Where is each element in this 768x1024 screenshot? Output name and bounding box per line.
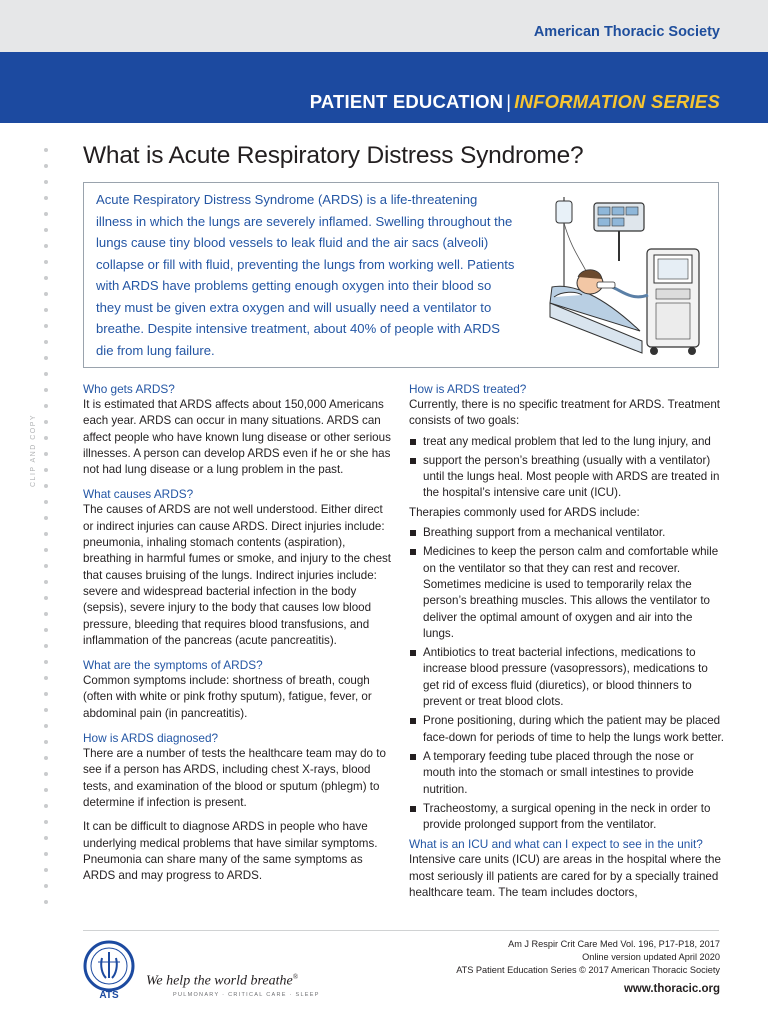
perforation-dot: [44, 516, 48, 520]
sub-tagline: PULMONARY · CRITICAL CARE · SLEEP: [173, 992, 320, 998]
perforation-dot: [44, 276, 48, 280]
footer-divider: [83, 930, 719, 931]
who-gets-heading: Who gets ARDS?: [83, 382, 175, 396]
therapies-intro: Therapies commonly used for ARDS include:: [409, 505, 640, 519]
left-column: [83, 381, 393, 884]
perforation-dot: [44, 772, 48, 776]
perforation-dot: [44, 548, 48, 552]
series-separator: |: [506, 91, 512, 112]
perforation-dot: [44, 660, 48, 664]
perforation-dot: [44, 564, 48, 568]
treatment-heading: How is ARDS treated?: [409, 382, 527, 396]
perforation-dot: [44, 388, 48, 392]
perforation-dot: [44, 308, 48, 312]
perforation-dot: [44, 228, 48, 232]
perforation-dot: [44, 212, 48, 216]
perforation-dot: [44, 740, 48, 744]
list-item: treat any medical problem that led to the lung injury, and: [409, 434, 725, 450]
symptoms-text: Common symptoms include: shortness of breath, cough (often with white or pink frothy sputum), fatigue, fever, or abdominal pain (in pancreatitis).: [83, 674, 372, 720]
perforation-dot: [44, 532, 48, 536]
perforation-dot: [44, 644, 48, 648]
list-item: support the person’s breathing (usually with a ventilator) until the lungs heal. Most people with ARDS are treated in the hospital’s intensive care unit (ICU).: [409, 453, 725, 502]
therapies-list: [409, 525, 725, 833]
perforation-dot: [44, 500, 48, 504]
intro-text: Acute Respiratory Distress Syndrome (ARDS) is a life-threatening illness in which the lungs are severely inflamed. Swelling throughout the lungs cause tiny blood vessels to leak fluid and the air sacs (alveoli) collapse or fill with fluid, preventing the lungs from working well. Patients with ARDS have problems getting enough oxygen into their blood so they must be given extra oxygen and will usually need a ventilator to breathe. Despite intensive treatment, about 40% of people with ARDS die from lung failure.: [96, 192, 515, 358]
perforation-dot: [44, 804, 48, 808]
perforation-dot: [44, 484, 48, 488]
perforation-dot: [44, 820, 48, 824]
perforation-dot: [44, 244, 48, 248]
perforation-dot: [44, 596, 48, 600]
registered-mark: ®: [292, 973, 299, 981]
perforation-dot: [44, 340, 48, 344]
perforation-dot: [44, 148, 48, 152]
perforation-dot: [44, 324, 48, 328]
series-sub: INFORMATION SERIES: [514, 91, 720, 112]
causes-heading: What causes ARDS?: [83, 487, 194, 502]
perforation-dot: [44, 372, 48, 376]
perforation-dot: [44, 180, 48, 184]
symptoms-heading: What are the symptoms of ARDS?: [83, 658, 263, 673]
perforation-dot: [44, 628, 48, 632]
perforation-dot: [44, 868, 48, 872]
perforation-dot: [44, 356, 48, 360]
perforation-dot: [44, 468, 48, 472]
perforation-dot: [44, 788, 48, 792]
perforation-dot: [44, 756, 48, 760]
perforation-dot: [44, 292, 48, 296]
perforation-dot: [44, 164, 48, 168]
perforation-dot: [44, 452, 48, 456]
intro-box: [83, 182, 719, 368]
causes-text: The causes of ARDS are not well understood. Either direct or indirect injuries can cause ARDS. Direct injuries include: pneumonia, inhaling stomach contents (aspiration), breathing in harmful fumes or smoke, and injury to the chest that causes bruising of the lungs. Indirect injuries include: severe and widespread bacterial infection in the body (sepsis), severe injury to the body that causes low blood pressure, bleeding that requires blood transfusions, and inflammation of the pancreas (acute pancreatitis).: [83, 503, 392, 647]
perforation-dot: [44, 420, 48, 424]
tagline-text: We help the world breathe: [146, 973, 293, 989]
seal-text: ATS: [99, 990, 119, 1000]
list-item: Prone positioning, during which the patient may be placed face-down for periods of time to help the lungs work better.: [409, 713, 725, 746]
series-title: [310, 91, 720, 113]
icu-text: Intensive care units (ICU) are areas in the hospital where the most seriously ill patients are cared for by a specially trained healthcare team. The team includes doctors,: [409, 853, 721, 900]
tagline: [146, 973, 298, 990]
diagnosis-text-2: It can be difficult to diagnose ARDS in people who have underlying medical problems that have similar symptoms. Pneumonia can share many of the same symptoms as ARDS and may progress to ARDS.: [83, 820, 378, 883]
list-item: Antibiotics to treat bacterial infections, medications to increase blood pressure (vasopressors), medications to get rid of excess fluid (diuretics), or blood thinners to prevent or treat blood clots.: [409, 645, 725, 710]
perforation-dot: [44, 612, 48, 616]
organization-name: American Thoracic Society: [533, 24, 720, 40]
series-main: PATIENT EDUCATION: [309, 91, 504, 112]
ats-seal-logo: [80, 940, 138, 1000]
perforation-dot: [44, 436, 48, 440]
perforation-dot: [44, 692, 48, 696]
perforation-dot: [44, 404, 48, 408]
perforation-dot: [44, 836, 48, 840]
treatment-text: Currently, there is no specific treatment for ARDS. Treatment consists of two goals:: [409, 398, 721, 428]
list-item: Medicines to keep the person calm and comfortable while on the ventilator so that they can rest and recover. Sometimes medicine is used to temporarily relax the person’s breathing muscles. This allows the ventilator to deliver the optimal amount of oxygen and air into the lungs.: [409, 544, 725, 642]
citation-copyright: ATS Patient Education Series © 2017 American Thoracic Society: [456, 965, 720, 975]
goals-list: [409, 434, 725, 502]
perforation-dot: [44, 852, 48, 856]
perforation-dot: [44, 900, 48, 904]
list-item: A temporary feeding tube placed through the nose or mouth into the stomach or small intestines to provide nutrition.: [409, 749, 725, 798]
list-item: Breathing support from a mechanical ventilator.: [409, 525, 725, 541]
clip-and-copy-label: CLIP AND COPY: [30, 413, 37, 487]
perforation-dot: [44, 724, 48, 728]
citation-journal: Am J Respir Crit Care Med Vol. 196, P17-P18, 2017: [508, 939, 720, 949]
icu-heading: What is an ICU and what can I expect to see in the unit?: [409, 837, 703, 852]
website-link[interactable]: www.thoracic.org: [623, 983, 720, 995]
diagnosis-heading: How is ARDS diagnosed?: [83, 731, 219, 746]
page-title: What is Acute Respiratory Distress Syndrome?: [83, 142, 584, 169]
icu-patient-illustration: [542, 191, 712, 361]
perforation-dot: [44, 676, 48, 680]
citation-updated: Online version updated April 2020: [582, 952, 720, 962]
perforation-dot: [44, 884, 48, 888]
perforation-dots: [44, 148, 50, 916]
perforation-dot: [44, 708, 48, 712]
right-column: [409, 381, 725, 901]
perforation-dot: [44, 580, 48, 584]
who-gets-text: It is estimated that ARDS affects about 150,000 Americans each year. ARDS can occur in many situations. ARDS can affect people who have known lung disease or other serious illnesses. A person can develop ARDS even if he or she has not had lung disease or a lung problem in the past.: [83, 398, 391, 477]
perforation-dot: [44, 260, 48, 264]
diagnosis-text-1: There are a number of tests the healthcare team may do to see if a person has ARDS, including chest X-rays, blood tests, and examination of the blood or sputum (phlegm) to determine if infection is present.: [83, 747, 386, 809]
list-item: Tracheostomy, a surgical opening in the neck in order to provide prolonged support from the ventilator.: [409, 801, 725, 834]
perforation-dot: [44, 196, 48, 200]
